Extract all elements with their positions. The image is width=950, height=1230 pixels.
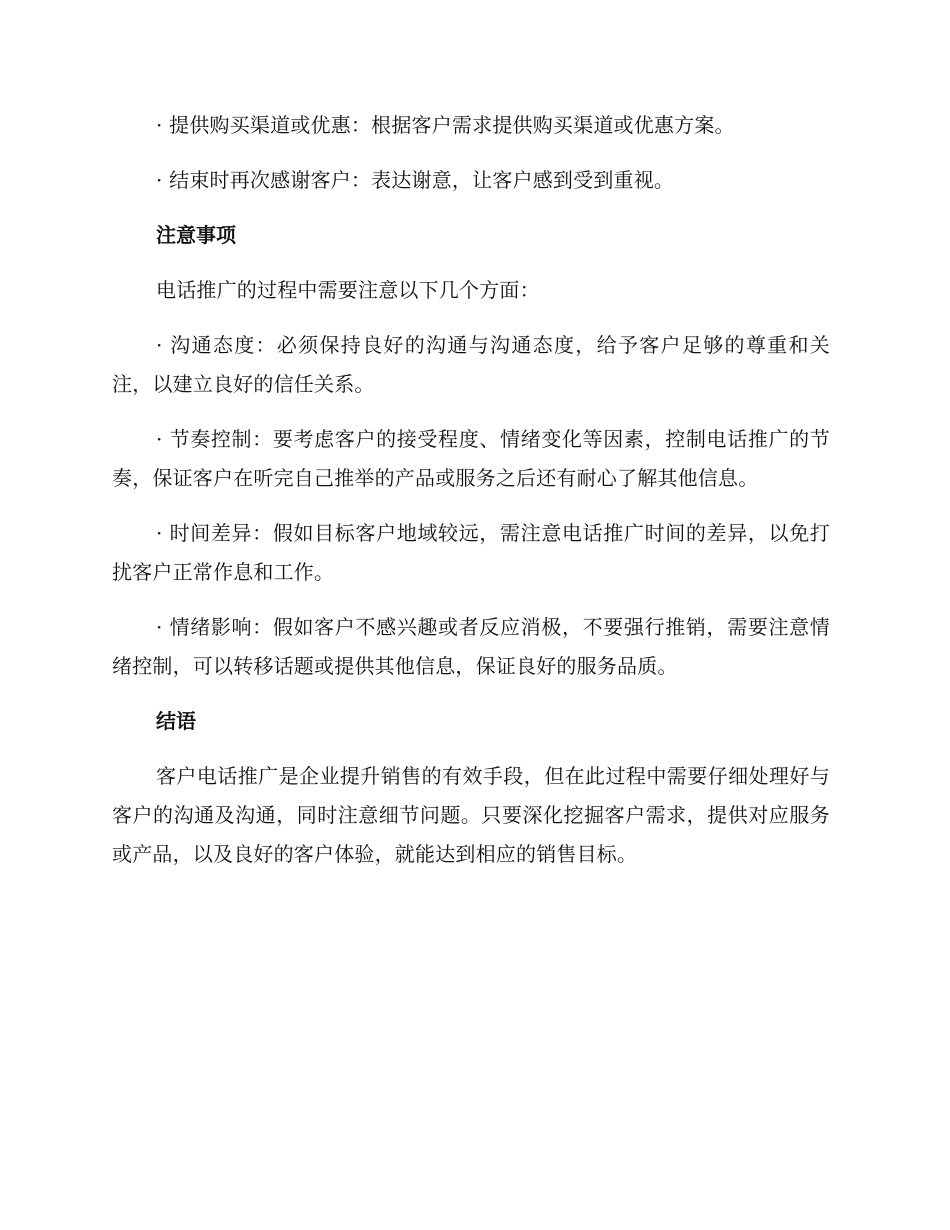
bullet-purchase-channel: · 提供购买渠道或优惠：根据客户需求提供购买渠道或优惠方案。 (156, 113, 735, 137)
bullet-emotional-impact: · 情绪影响：假如客户不感兴趣或者反应消极，不要强行推销，需要注意情绪控制，可以转移话题或提供其他信息，保证良好的服务品质。 (112, 615, 830, 678)
heading-conclusion: 结语 (156, 709, 196, 733)
heading-notes: 注意事项 (156, 223, 236, 247)
notes-intro: 电话推广的过程中需要注意以下几个方面： (156, 278, 540, 302)
conclusion-body: 客户电话推广是企业提升销售的有效手段，但在此过程中需要仔细处理好与客户的沟通及沟通，同时注意细节问题。只要深化挖掘客户需求，提供对应服务或产品，以及良好的客户体验，就能达到相应的销售目标。 (112, 764, 830, 866)
bullet-pace-control: · 节奏控制：要考虑客户的接受程度、情绪变化等因素，控制电话推广的节奏，保证客户在听完自己推举的产品或服务之后还有耐心了解其他信息。 (112, 427, 830, 490)
document-body (112, 106, 830, 890)
bullet-time-difference: · 时间差异：假如目标客户地域较远，需注意电话推广时间的差异，以免打扰客户正常作息和工作。 (112, 521, 830, 584)
bullet-thank-customer: · 结束时再次感谢客户：表达谢意，让客户感到受到重视。 (156, 168, 675, 192)
bullet-communication-attitude: · 沟通态度：必须保持良好的沟通与沟通态度，给予客户足够的尊重和关注，以建立良好的信任关系。 (112, 333, 830, 396)
